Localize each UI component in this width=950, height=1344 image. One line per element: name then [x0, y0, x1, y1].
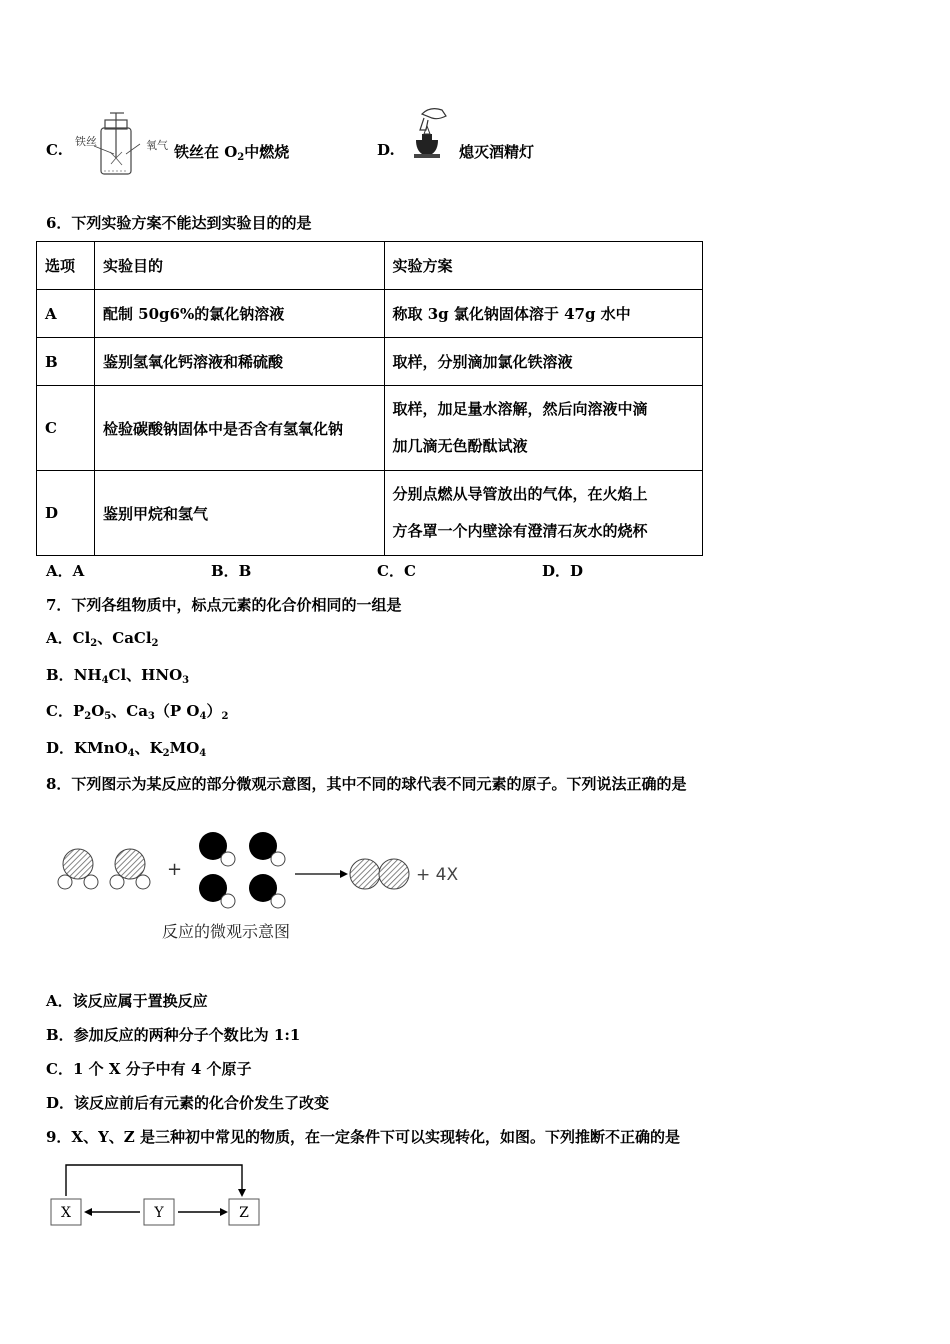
box-x-label: X [61, 1205, 71, 1221]
answer-option-d: D．D [542, 562, 584, 580]
plus-sign: + [167, 859, 183, 880]
q8-option-a: A．该反应属于置换反应 [46, 992, 208, 1010]
product-molecule [350, 859, 409, 889]
row-option: B [37, 338, 95, 386]
box-y-label: Y [154, 1205, 164, 1221]
answer-option-b: B．B [211, 562, 252, 580]
table-row [37, 386, 703, 471]
question-7-stem: 7．下列各组物质中，标点元素的化合价相同的一组是 [46, 596, 402, 614]
reaction-arrow [295, 870, 348, 878]
row-goal: 检验碳酸钠固体中是否含有氢氧化钠 [94, 386, 384, 471]
row-goal: 鉴别氢氧化钙溶液和稀硫酸 [94, 338, 384, 386]
q8-option-c: C．1 个 X 分子中有 4 个原子 [46, 1060, 252, 1078]
header-option: 选项 [37, 242, 95, 290]
table-row [37, 471, 703, 556]
option-d-text: 熄灭酒精灯 [459, 143, 535, 161]
diagram-caption: 反应的微观示意图 [162, 922, 291, 941]
row-option: C [37, 386, 95, 471]
row-option: D [37, 471, 95, 556]
reactant-molecule [110, 849, 150, 889]
header-plan: 实验方案 [384, 242, 703, 290]
table-row [37, 338, 703, 386]
label-iron-wire: 铁丝 [75, 135, 97, 148]
q7-option-c: C．$P_2O_5$、$Ca_3(P$ $O_4)_2$ [46, 702, 229, 722]
option-letter-d: D. [377, 141, 395, 159]
row-plan: 取样，加足量水溶解，然后向溶液中滴 加几滴无色酚酞试液 [384, 386, 703, 471]
row-plan: 取样，分别滴加氯化铁溶液 [384, 338, 703, 386]
row-plan: 称取 3g 氯化钠固体溶于 47g 水中 [384, 290, 703, 338]
q8-option-d: D．该反应前后有元素的化合价发生了改变 [46, 1094, 330, 1112]
option-letter-c: C. [46, 141, 63, 159]
row-plan: 分别点燃从导管放出的气体，在火焰上 方各罩一个内壁涂有澄清石灰水的烧杯 [384, 471, 703, 556]
question-8-stem: 8．下列图示为某反应的部分微观示意图，其中不同的球代表不同元素的原子。下列说法正确的是 [46, 775, 687, 793]
experiment-table [36, 241, 703, 556]
question-6-stem: 6．下列实验方案不能达到实验目的的是 [46, 214, 312, 232]
table-header-row [37, 242, 703, 290]
q7-option-b: B．$NH_4Cl$、$HNO_3$ [46, 666, 190, 686]
row-goal: 鉴别甲烷和氢气 [94, 471, 384, 556]
reactant-molecule-2 [249, 832, 285, 866]
q7-option-a: A．$Cl_2$、CaCl$_2$ [46, 629, 159, 649]
answer-option-a: A．A [46, 562, 85, 580]
product-4x-label: + 4X [416, 865, 459, 885]
label-oxygen: 氧气 [146, 139, 168, 152]
reactant-molecule-2 [199, 832, 235, 866]
extinguish-lamp-diagram [402, 104, 452, 168]
answer-option-c: C．C [377, 562, 416, 580]
table-row [37, 290, 703, 338]
row-option: A [37, 290, 95, 338]
q8-option-b: B．参加反应的两种分子个数比为 1:1 [46, 1026, 301, 1044]
header-goal: 实验目的 [94, 242, 384, 290]
question-9-stem: 9．X、Y、Z 是三种初中常见的物质，在一定条件下可以实现转化，如图。下列推断不正确的是 [46, 1128, 680, 1146]
reactant-molecule-2 [199, 874, 235, 908]
reaction-micro-diagram [50, 822, 480, 922]
box-z-label: Z [239, 1205, 249, 1221]
reactant-molecule [58, 849, 98, 889]
q7-option-d: D．KMnO$_4$、$K_2MO_4$ [46, 739, 207, 759]
option-c-text: 铁丝在 $O_2$中燃烧 [174, 143, 290, 163]
reactant-molecule-2 [249, 874, 285, 908]
row-goal: 配制 50g6%的氯化钠溶液 [94, 290, 384, 338]
xyz-conversion-diagram [48, 1160, 268, 1232]
